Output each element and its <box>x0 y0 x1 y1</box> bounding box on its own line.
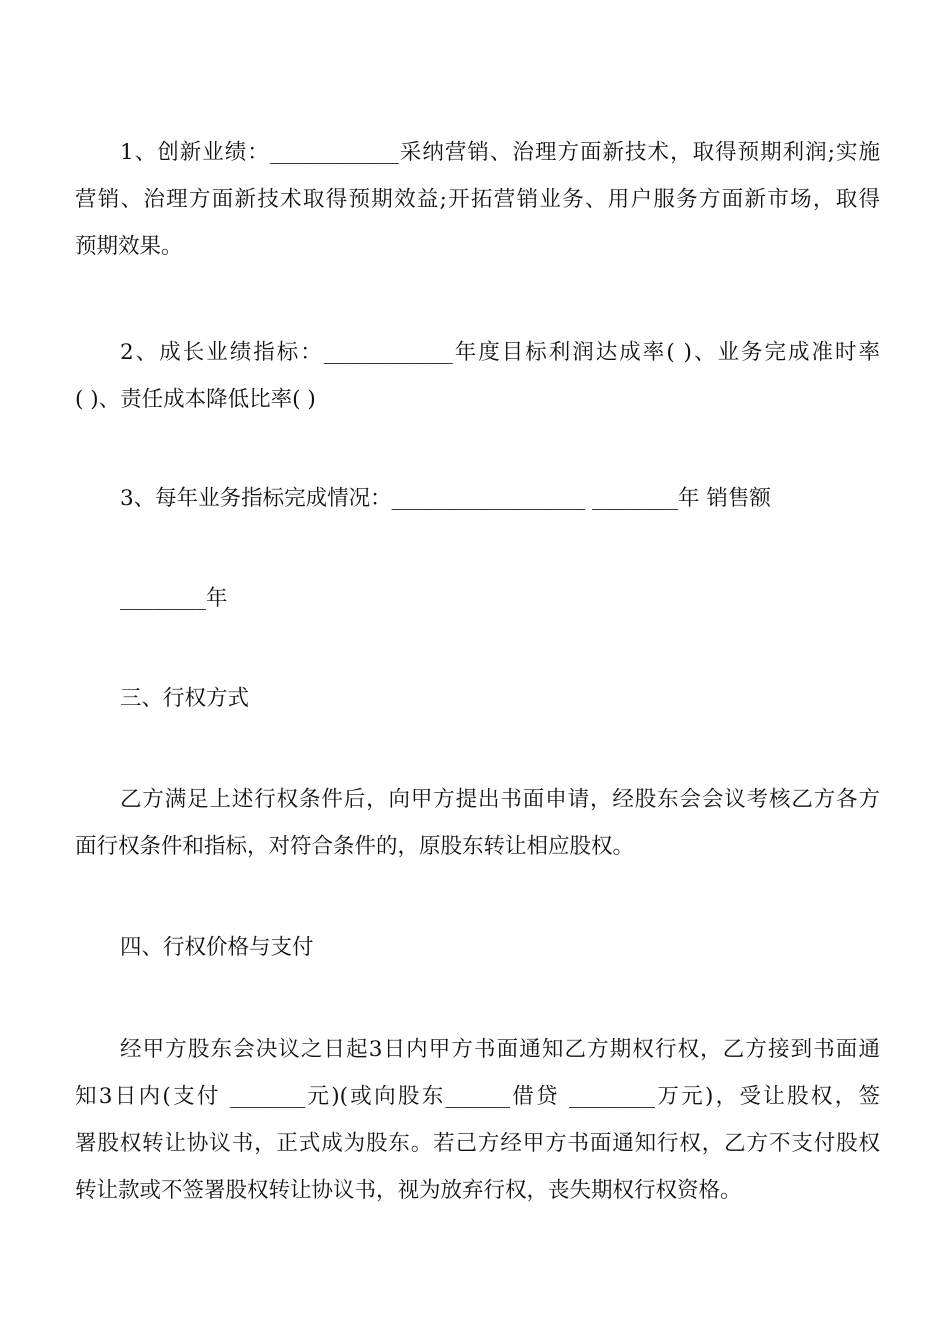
paragraph-year-blank: ________年 <box>120 586 228 611</box>
paragraph-growth-line-1: 2、成长业绩指标：____________年度目标利润达成率( )、业务完成准时率 <box>120 340 880 365</box>
paragraph-payment-line-2: 知3日内(支付 _______元)(或向股东______借贷 ________万元)，受让股权，签 <box>75 1084 880 1109</box>
paragraph-payment-line-4: 转让款或不签署股权转让协议书，视为放弃行权，丧失期权行权资格。 <box>75 1178 742 1203</box>
section-heading-exercise-method: 三、行权方式 <box>120 686 250 711</box>
section-heading-price-payment: 四、行权价格与支付 <box>120 935 314 960</box>
paragraph-payment-line-1: 经甲方股东会决议之日起3日内甲方书面通知乙方期权行权，乙方接到书面通 <box>120 1037 880 1062</box>
paragraph-growth-line-2: ( )、责任成本降低比率( ) <box>75 387 316 412</box>
paragraph-annual-targets: 3、每年业务指标完成情况：__________________ ________年 销售额 <box>120 486 771 511</box>
paragraph-exercise-line-2: 面行权条件和指标，对符合条件的，原股东转让相应股权。 <box>75 834 635 859</box>
paragraph-exercise-line-1: 乙方满足上述行权条件后，向甲方提出书面申请，经股东会会议考核乙方各方 <box>120 787 880 812</box>
paragraph-payment-line-3: 署股权转让协议书，正式成为股东。若己方经甲方书面通知行权，乙方不支付股权 <box>75 1131 880 1156</box>
paragraph-innovation-line-2: 营销、治理方面新技术取得预期效益;开拓营销业务、用户服务方面新市场，取得 <box>75 187 880 212</box>
paragraph-innovation-line-3: 预期效果。 <box>75 234 183 259</box>
paragraph-innovation-line-1: 1、创新业绩：____________采纳营销、治理方面新技术，取得预期利润;实施 <box>120 140 880 165</box>
